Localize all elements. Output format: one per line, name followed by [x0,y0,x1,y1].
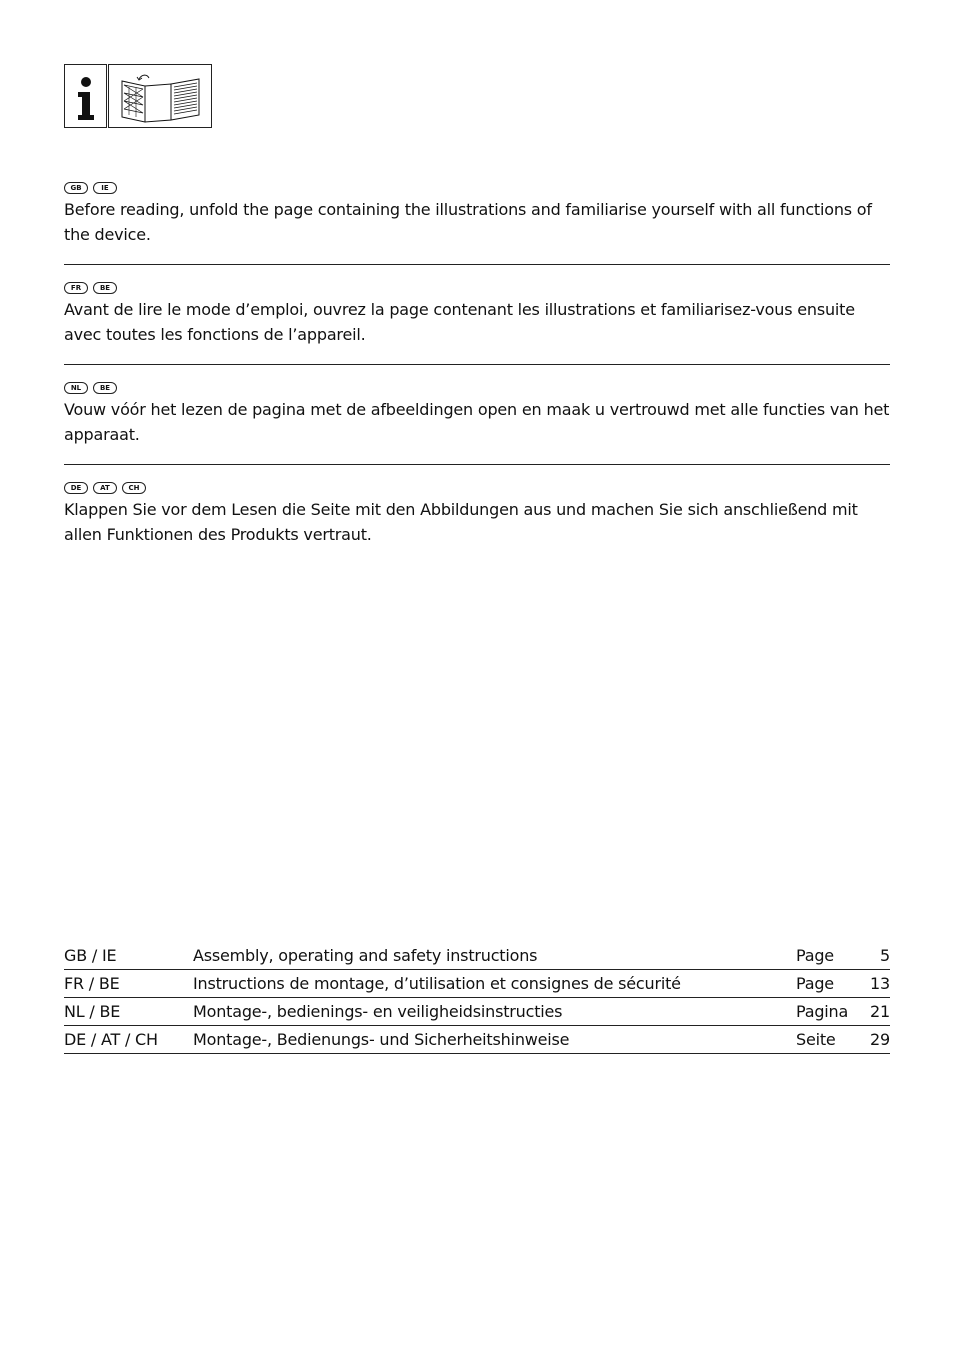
toc-page-label: Pagina [796,998,852,1026]
unfold-booklet-icon [108,64,212,128]
country-badge-be: BE [93,382,117,394]
section-divider [64,264,890,265]
country-badges [64,380,890,396]
notice-section-fr-be [64,280,890,347]
section-divider [64,364,890,365]
toc-row[interactable] [64,998,890,1026]
info-icon [64,64,107,128]
toc-page-number: 5 [852,942,890,970]
country-badge-fr: FR [64,282,88,294]
toc-page-label: Page [796,942,852,970]
country-badge-be: BE [93,282,117,294]
toc-title: Assembly, operating and safety instructions [193,942,796,970]
toc-language-code: DE / AT / CH [64,1026,193,1054]
notice-section-nl-be [64,380,890,447]
toc-language-code: NL / BE [64,998,193,1026]
notice-text-nl-be: Vouw vóór het lezen de pagina met de afbeeldingen open en maak u vertrouwd met alle functies van het apparaat. [64,400,890,444]
toc-page-number: 21 [852,998,890,1026]
toc-title: Montage-, bedienings- en veiligheidsinstructies [193,998,796,1026]
notice-section-gb-ie [64,180,890,247]
country-badges [64,180,890,196]
country-badge-gb: GB [64,182,88,194]
notice-text-gb-ie: Before reading, unfold the page containing the illustrations and familiarise yourself with all functions of the device. [64,200,872,244]
toc-row[interactable] [64,970,890,998]
toc-row[interactable] [64,942,890,970]
toc-page-number: 13 [852,970,890,998]
toc-title: Montage-, Bedienungs- und Sicherheitshinweise [193,1026,796,1054]
toc-row[interactable] [64,1026,890,1054]
notice-text-de-at-ch: Klappen Sie vor dem Lesen die Seite mit den Abbildungen aus und machen Sie sich anschließend mit allen Funktionen des Produkts vertraut. [64,500,858,544]
country-badges [64,280,890,296]
toc-page-label: Page [796,970,852,998]
country-badge-ch: CH [122,482,146,494]
country-badge-ie: IE [93,182,117,194]
section-divider [64,464,890,465]
toc-language-code: FR / BE [64,970,193,998]
table-of-contents [64,942,890,1054]
country-badge-at: AT [93,482,117,494]
country-badges [64,480,890,496]
country-badge-de: DE [64,482,88,494]
country-badge-nl: NL [64,382,88,394]
toc-page-number: 29 [852,1026,890,1054]
notice-text-fr-be: Avant de lire le mode d’emploi, ouvrez la page contenant les illustrations et familiarisez-vous ensuite avec toutes les fonctions de l’appareil. [64,300,855,344]
toc-language-code: GB / IE [64,942,193,970]
toc-page-label: Seite [796,1026,852,1054]
notice-section-de-at-ch [64,480,890,547]
toc-title: Instructions de montage, d’utilisation et consignes de sécurité [193,970,796,998]
